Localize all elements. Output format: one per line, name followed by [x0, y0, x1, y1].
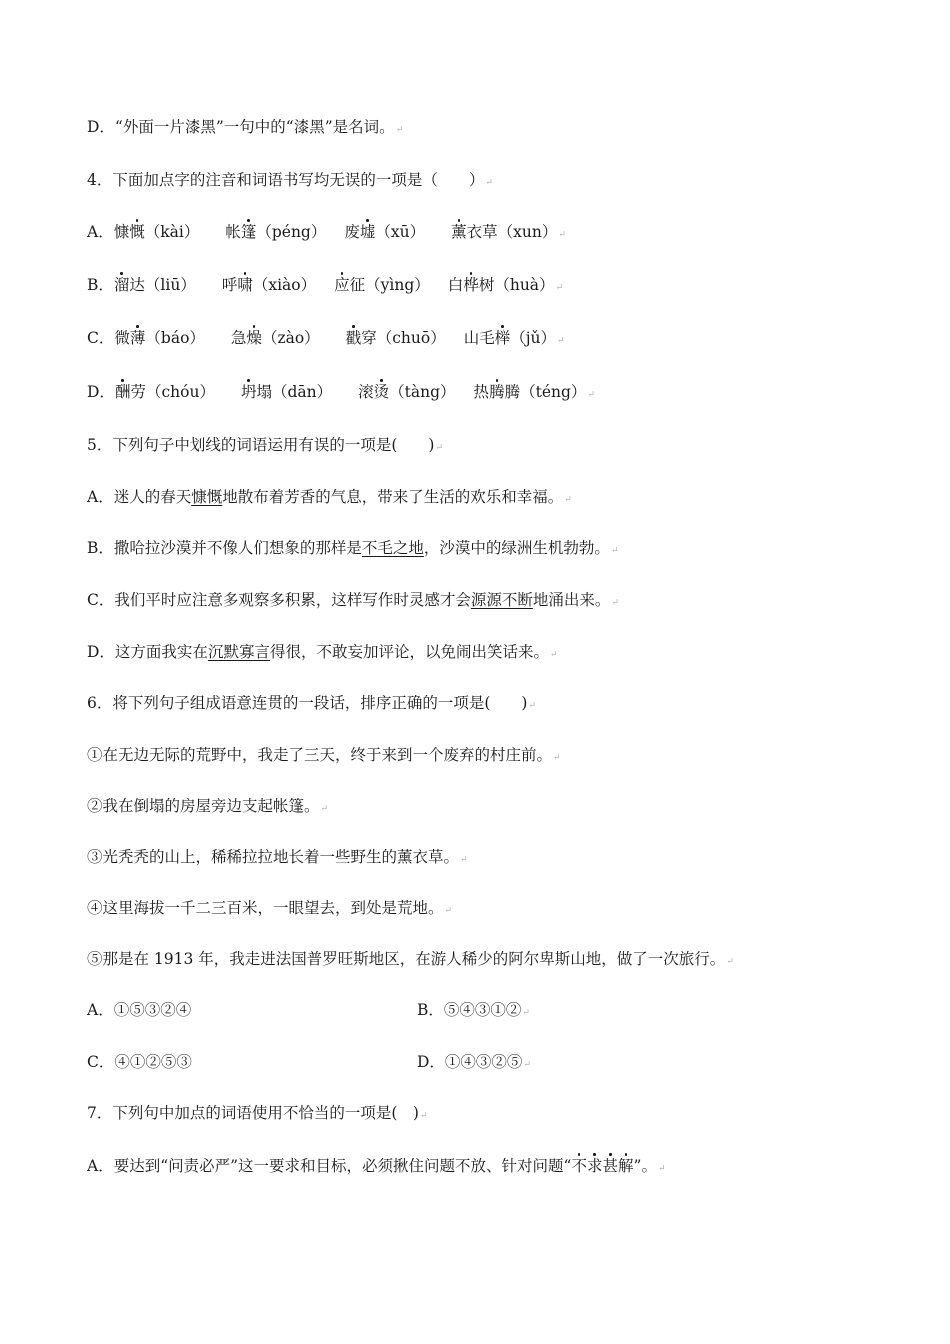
paragraph-mark-icon: ↵ — [435, 443, 444, 453]
q3-option-d-text: D．“外面一片漆黑”一句中的“漆黑”是名词。 — [87, 118, 395, 136]
paragraph-mark-icon: ↵ — [610, 546, 619, 556]
q5-option-a — [87, 487, 572, 510]
pinyin: （yìng） — [365, 276, 430, 294]
text-part: 地散布着芳香的气息，带来了生活的欢乐和幸福。 — [222, 488, 564, 506]
q6-sentence-1 — [87, 745, 561, 768]
dotted-char: 坍 — [240, 383, 257, 401]
pinyin: （chuō） — [376, 329, 446, 347]
dotted-char: 戳 — [345, 329, 362, 347]
q4-option-b — [87, 275, 563, 298]
word-part: 衣草 — [466, 223, 498, 241]
word-part: 帐 — [225, 223, 241, 241]
word-part: 滚 — [358, 383, 374, 401]
pinyin: （dān） — [271, 383, 333, 401]
word-part: 腾 — [504, 383, 521, 401]
text-part: D．这方面我实在 — [87, 643, 208, 661]
dotted-char: 薰 — [451, 223, 467, 241]
dotted-char: 解 — [618, 1157, 634, 1175]
text-part: C．我们平时应注意多观察多积累，这样写作时灵感才会 — [87, 591, 471, 609]
paragraph-mark-icon: ↵ — [558, 230, 566, 240]
underlined-word: 源源不断 — [470, 591, 533, 609]
sentence-text: ②我在倒塌的房屋旁边支起帐篷。 — [87, 797, 320, 815]
dotted-char: 墟 — [359, 223, 376, 241]
pinyin: （jǔ） — [510, 329, 557, 347]
pinyin: （kài） — [144, 223, 200, 241]
word-part: 白 — [447, 276, 464, 294]
q6-stem — [87, 693, 536, 716]
q7-option-a — [87, 1156, 666, 1179]
word-part: 微 — [114, 329, 130, 347]
underlined-word: 沉默寡言 — [207, 643, 270, 661]
word-part: 树 — [478, 276, 495, 294]
option-label: B． — [87, 276, 114, 294]
q7-stem-text: 7．下列句中加点的词语使用不恰当的一项是( ) — [87, 1104, 419, 1122]
option-text: B．⑤④③①② — [417, 1001, 522, 1019]
pinyin: （báo） — [145, 329, 205, 347]
q3-option-d — [87, 117, 403, 140]
paragraph-mark-icon: ↵ — [419, 1111, 428, 1121]
sentence-text: ①在无边无际的荒野中，我走了三天，终于来到一个废弃的村庄前。 — [87, 746, 553, 764]
q4-stem — [87, 170, 493, 193]
word-part: 塌 — [256, 383, 272, 401]
q6-option-c — [87, 1052, 192, 1072]
word-part: 热 — [473, 383, 490, 401]
text-part: 地涌出来。 — [532, 591, 611, 609]
paragraph-mark-icon: ↵ — [444, 906, 453, 916]
word-part: 慷 — [113, 223, 130, 241]
dotted-char: 腾 — [489, 383, 505, 401]
word-part: 山毛 — [463, 329, 495, 347]
word-part: 劳 — [130, 383, 146, 401]
dotted-char: 啸 — [237, 276, 253, 294]
q4-option-d — [87, 382, 595, 405]
paragraph-mark-icon: ↵ — [564, 495, 572, 505]
option-label: D． — [87, 383, 115, 401]
paragraph-mark-icon: ↵ — [611, 598, 619, 608]
pinyin: （zào） — [261, 329, 320, 347]
option-text: C．④①②⑤③ — [87, 1053, 192, 1071]
word-part: 废 — [344, 223, 360, 241]
underlined-word: 慷慨 — [191, 488, 223, 506]
pinyin: （liū） — [144, 276, 196, 294]
q6-option-d — [417, 1052, 531, 1075]
paragraph-mark-icon: ↵ — [726, 957, 734, 967]
option-label: C． — [87, 329, 115, 347]
dotted-char: 甚 — [602, 1157, 619, 1175]
pinyin: （xiào） — [252, 276, 317, 294]
q4-option-c — [87, 328, 565, 351]
dotted-char: 求 — [586, 1157, 603, 1175]
q6-option-a — [87, 1000, 191, 1020]
q6-sentence-5 — [87, 949, 734, 972]
q5-stem — [87, 435, 443, 458]
paragraph-mark-icon: ↵ — [657, 1164, 666, 1174]
underlined-word: 不毛之地 — [361, 539, 424, 557]
pinyin: （tàng） — [389, 383, 456, 401]
dotted-char: 酬 — [114, 383, 131, 401]
dotted-char: 不 — [571, 1157, 587, 1175]
sentence-text: ④这里海拔一千二三百米，一眼望去，到处是荒地。 — [87, 899, 444, 917]
dotted-char: 薄 — [129, 329, 146, 347]
q6-option-b — [417, 1000, 530, 1023]
q5-option-b — [87, 538, 618, 561]
q6-sentence-4 — [87, 898, 452, 921]
paragraph-mark-icon: ↵ — [523, 1060, 531, 1070]
option-text: A．①⑤③②④ — [87, 1001, 192, 1019]
text-part: A．要达到“问责必严”这一要求和目标，必须揪住问题不放、针对问题“ — [87, 1157, 572, 1175]
text-part: ”。 — [633, 1157, 657, 1175]
dotted-char: 榉 — [494, 329, 511, 347]
q6-sentence-2 — [87, 796, 328, 819]
q5-option-c — [87, 590, 619, 613]
q5-stem-text: 5．下列句子中划线的词语运用有误的一项是( ) — [87, 436, 435, 454]
paragraph-mark-icon: ↵ — [553, 753, 561, 763]
paragraph-mark-icon: ↵ — [395, 125, 404, 135]
pinyin: （xū） — [375, 223, 426, 241]
sentence-text: ⑤那是在 1913 年，我走进法国普罗旺斯地区，在游人稀少的阿尔卑斯山地，做了一次旅行。 — [87, 950, 726, 968]
dotted-char: 应 — [334, 276, 350, 294]
q4-option-a — [87, 222, 566, 245]
word-part: 穿 — [361, 329, 377, 347]
paragraph-mark-icon: ↵ — [522, 1008, 530, 1018]
paragraph-mark-icon: ↵ — [460, 855, 468, 865]
q6-sentence-3 — [87, 847, 468, 870]
paragraph-mark-icon: ↵ — [485, 178, 493, 188]
option-text: D．①④③②⑤ — [417, 1053, 523, 1071]
dotted-char: 慨 — [129, 223, 145, 241]
dotted-char: 燥 — [246, 329, 262, 347]
q6-stem-text: 6．将下列句子组成语意连贯的一段话，排序正确的一项是( ) — [87, 694, 528, 712]
option-label: A． — [87, 223, 114, 241]
pinyin: （xun） — [497, 223, 558, 241]
word-part: 呼 — [221, 276, 238, 294]
sentence-text: ③光秃秃的山上，稀稀拉拉地长着一些野生的薰衣草。 — [87, 848, 460, 866]
paragraph-mark-icon: ↵ — [528, 701, 537, 711]
text-part: A．迷人的春天 — [87, 488, 192, 506]
paragraph-mark-icon: ↵ — [549, 650, 558, 660]
word-part: 达 — [129, 276, 145, 294]
pinyin: （chóu） — [145, 383, 215, 401]
word-part: 征 — [349, 276, 366, 294]
paragraph-mark-icon: ↵ — [320, 804, 329, 814]
text-part: ，沙漠中的绿洲生机勃勃。 — [423, 539, 610, 557]
text-part: 得很，不敢妄加评论，以免闹出笑话来。 — [269, 643, 549, 661]
paragraph-mark-icon: ↵ — [557, 336, 565, 346]
pinyin: （péng） — [256, 223, 327, 241]
pinyin: （huà） — [494, 276, 555, 294]
paragraph-mark-icon: ↵ — [587, 390, 595, 400]
q4-stem-text: 4．下面加点字的注音和词语书写均无误的一项是（ ） — [87, 171, 485, 189]
dotted-char: 溜 — [113, 276, 130, 294]
q5-option-d — [87, 642, 558, 665]
paragraph-mark-icon: ↵ — [555, 283, 564, 293]
text-part: B．撒哈拉沙漠并不像人们想象的那样是 — [87, 539, 362, 557]
dotted-char: 烫 — [373, 383, 390, 401]
word-part: 急 — [230, 329, 247, 347]
dotted-char: 篷 — [240, 223, 257, 241]
q7-stem — [87, 1103, 428, 1126]
dotted-char: 桦 — [463, 276, 479, 294]
pinyin: （téng） — [520, 383, 587, 401]
